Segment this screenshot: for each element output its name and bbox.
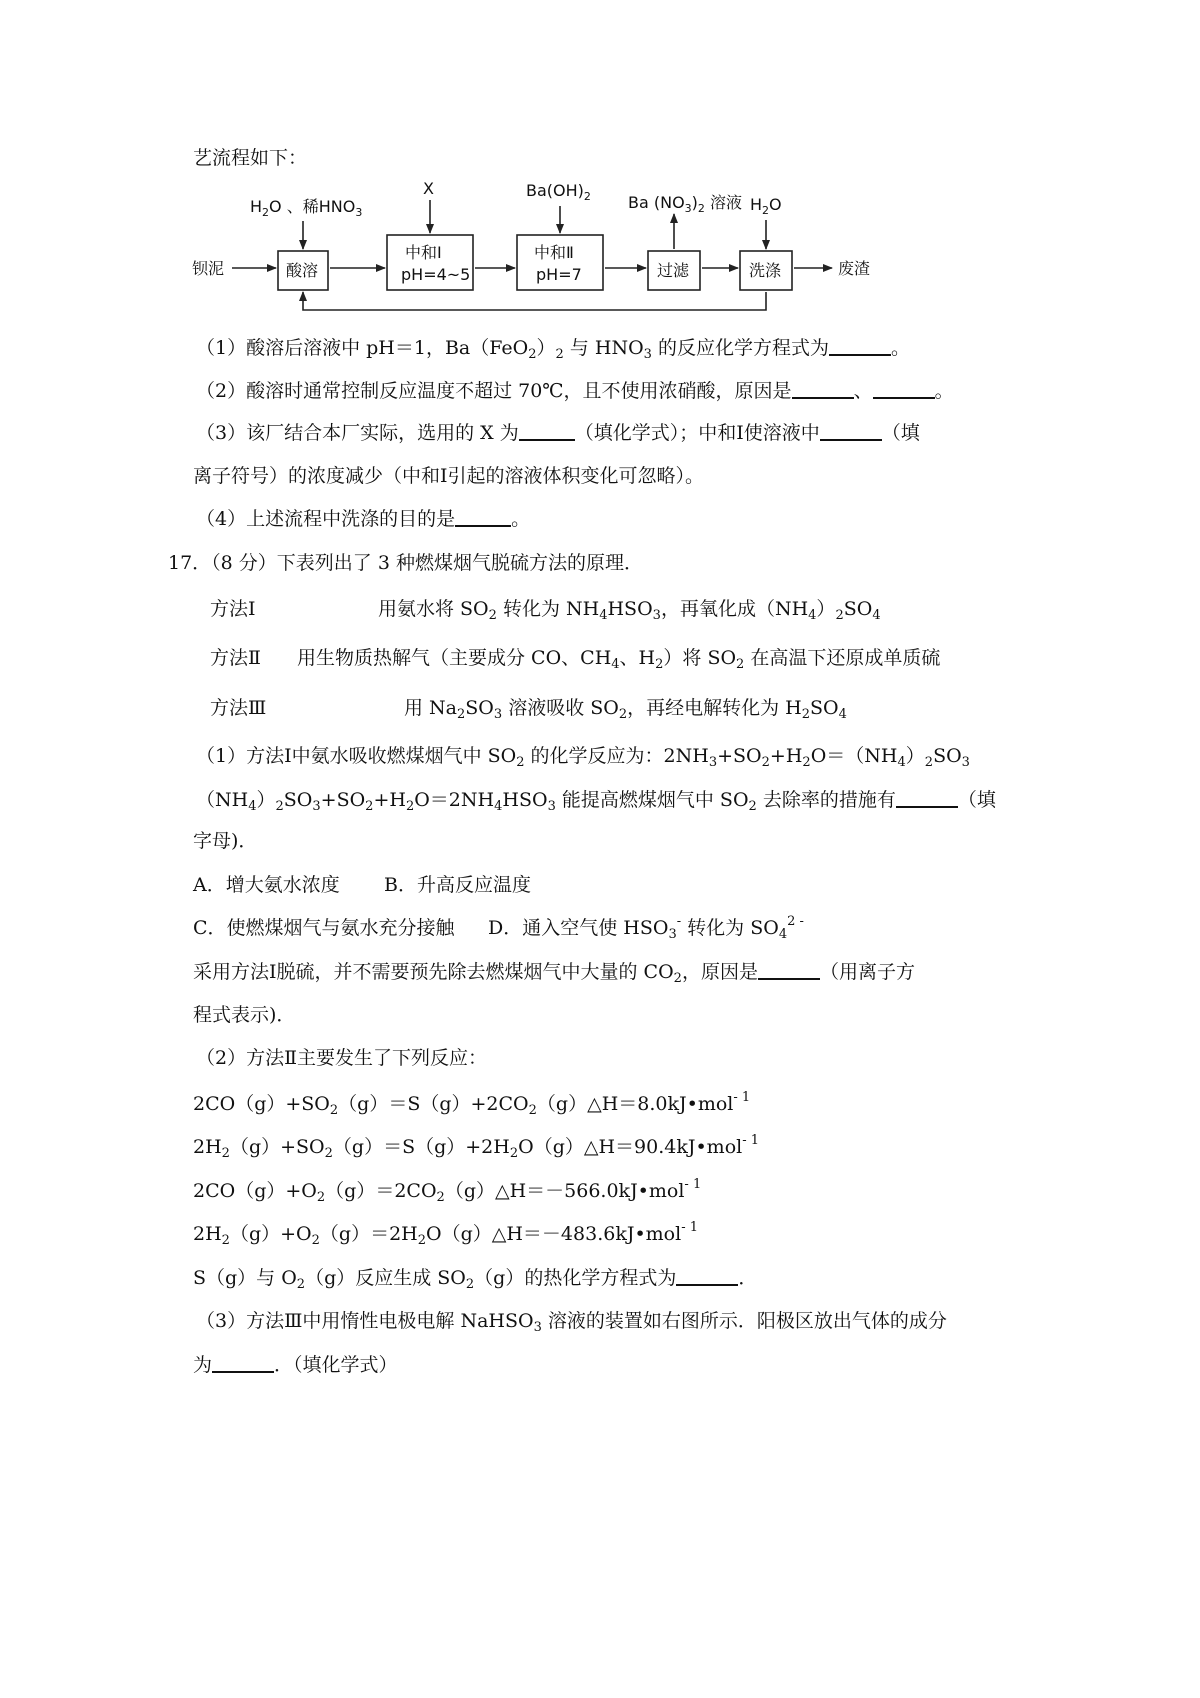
label-acid-reagents: $H_2O$ 、稀$HNO_3$ <box>250 197 363 219</box>
process-flowchart <box>190 178 890 326</box>
answer-blank <box>212 1353 274 1373</box>
answer-blank <box>519 421 575 441</box>
label-bano3-solution: Ba $(NO_3)_2$ 溶液 <box>628 193 743 215</box>
q17-part1-reaction2: $(NH_4)_2SO_3+SO_2+H_2O=2NH_4HSO_3$ 能提高燃煤烟气中 $SO_2$ 去除率的措施有 （填 <box>196 789 996 814</box>
method3-desc: 用 $Na_2SO_3$ 溶液吸收 $SO_2$，再经电解转化为 $H_2SO_4$ <box>404 697 847 722</box>
intro-text: 艺流程如下： <box>193 147 308 169</box>
label-barium-mud: 钡泥 <box>192 259 225 278</box>
label-baoh2: $Ba(OH)_2$ <box>526 181 591 203</box>
q17-title: 17．（8 分）下表列出了 3 种燃煤烟气脱硫方法的原理． <box>168 552 643 574</box>
reaction-2: $2H_2(g)+SO_2(g)=S(g)+2H_2O(g)\triangle H=90.4kJ•mol^{- 1}$ <box>193 1133 760 1161</box>
q17-part1-co2-question: 采用方法Ⅰ脱硫，并不需要预先除去燃煤烟气中大量的 $CO_2$，原因是 （用离子方 <box>193 961 915 986</box>
q17-part3: （3）方法Ⅲ中用惰性电极电解 NaHSO$_3$ 溶液的装置如右图所示．阳极区放出气体的成分 <box>196 1310 947 1335</box>
q17-part2: （2）方法Ⅱ主要发生了下列反应： <box>196 1047 488 1069</box>
q17-part2-question: S（g）与 $O_2(g)$反应生成 $SO_2(g)$的热化学方程式为 ． <box>193 1267 758 1292</box>
box-n1-title: 中和Ⅰ <box>405 243 442 262</box>
answer-blank <box>455 507 511 527</box>
answer-blank <box>792 379 854 399</box>
option-d: D．通入空气使 $HSO_3^-$ 转化为 $SO_4^{2 -}$ <box>488 914 804 942</box>
method1-label: 方法Ⅰ <box>210 598 256 620</box>
q17-part3-cont: 为 ．（填化学式） <box>193 1354 398 1376</box>
box-n1-ph: pH=4~5 <box>401 265 471 284</box>
reaction-1: $2CO(g)+SO_2(g)=S(g)+2CO_2(g)\triangle H=8.0kJ•mol^{- 1}$ <box>193 1090 751 1118</box>
label-x-reagent: X <box>423 179 434 198</box>
answer-blank <box>758 960 820 980</box>
reaction-3: $2CO(g)+O_2(g)=2CO_2(g)\triangle H=-566.0kJ•mol^{- 1}$ <box>193 1177 702 1205</box>
label-water: $H_2O$ <box>750 195 782 217</box>
q16-part4: （4）上述流程中洗涤的目的是 。 <box>196 508 531 530</box>
method3-label: 方法Ⅲ <box>210 697 267 719</box>
answer-blank <box>676 1266 738 1286</box>
method2-desc: 用生物质热解气（主要成分 CO、$CH_4$、$H_2$）将 $SO_2$ 在高温下还原成单质硫 <box>297 647 941 672</box>
box-wash-label: 洗涤 <box>749 261 782 280</box>
method1-desc: 用氨水将 $SO_2$ 转化为 $NH_4HSO_3$，再氧化成$(NH_4)_2SO_4$ <box>378 598 881 623</box>
option-b: B．升高反应温度 <box>384 874 531 896</box>
answer-blank <box>873 379 935 399</box>
box-n2-title: 中和Ⅱ <box>534 243 574 262</box>
q17-part1: （1）方法Ⅰ中氨水吸收燃煤烟气中 $SO_2$ 的化学反应为：$2NH_3+SO_2+H_2O=(NH_4)_2SO_3$ <box>196 745 970 770</box>
answer-blank <box>829 336 891 356</box>
q16-part3: （3）该厂结合本厂实际，选用的 X 为 （填化学式）；中和Ⅰ使溶液中 （填 <box>196 422 920 444</box>
method2-label: 方法Ⅱ <box>210 647 261 669</box>
q16-part2: （2）酸溶时通常控制反应温度不超过 70℃，且不使用浓硝酸，原因是 、 。 <box>196 380 954 402</box>
box-acid-label: 酸溶 <box>286 261 319 280</box>
q16-part1: （1）酸溶后溶液中 pH＝1，$Ba(FeO_2)_2$ 与 $HNO_3$ 的反应化学方程式为 。 <box>196 337 910 362</box>
answer-blank <box>896 788 958 808</box>
box-n2-ph: pH=7 <box>536 265 582 284</box>
label-waste-residue: 废渣 <box>838 259 871 278</box>
answer-blank <box>820 421 882 441</box>
q16-part3-cont: 离子符号）的浓度减少（中和Ⅰ引起的溶液体积变化可忽略）。 <box>193 465 705 487</box>
box-filter-label: 过滤 <box>657 261 690 280</box>
q17-part1-co2-cont: 程式表示)． <box>193 1004 296 1026</box>
option-c: C．使燃煤烟气与氨水充分接触 <box>193 917 455 939</box>
q17-part1-cont: 字母)． <box>193 830 258 852</box>
option-a: A．增大氨水浓度 <box>193 874 340 896</box>
reaction-4: $2H_2(g)+O_2(g)=2H_2O(g)\triangle H=-483.6kJ•mol^{- 1}$ <box>193 1220 698 1248</box>
